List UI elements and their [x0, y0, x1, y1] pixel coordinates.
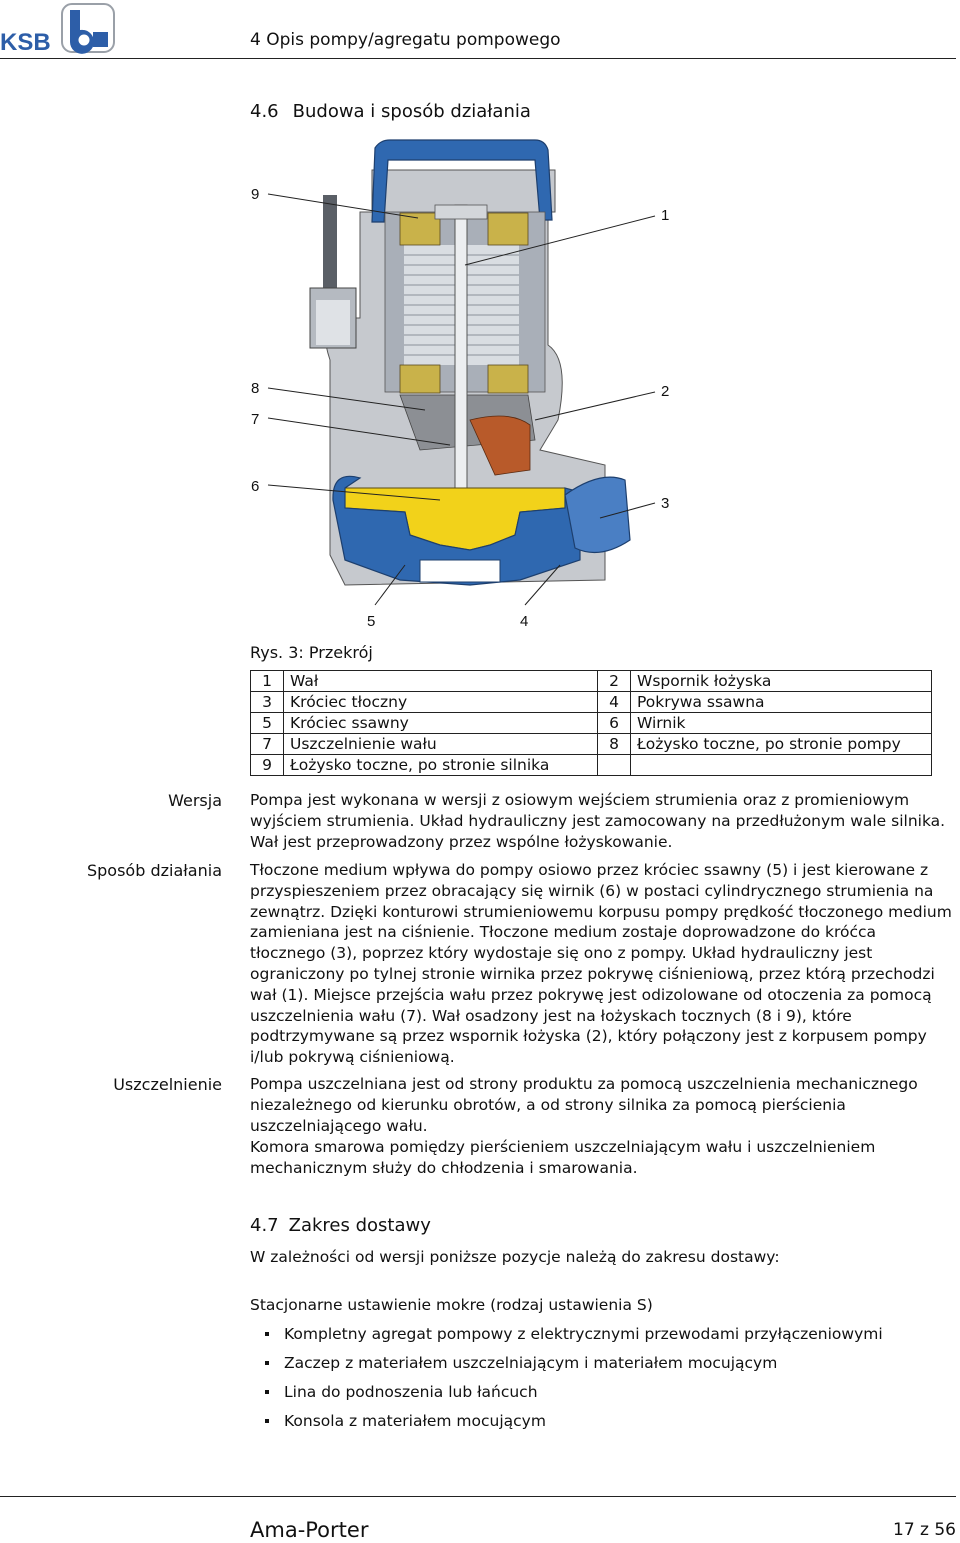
legend-number: 7 [251, 734, 284, 755]
table-row [251, 671, 932, 692]
header-title: 4 Opis pompy/agregatu pompowego [250, 30, 561, 50]
footer-divider [0, 1496, 956, 1497]
section-4-7-heading [250, 1215, 431, 1236]
callout-2: 2 [661, 383, 670, 400]
legend-number: 9 [251, 755, 284, 776]
footer-product-name: Ama-Porter [250, 1518, 369, 1542]
svg-text:KSB: KSB [0, 29, 51, 54]
legend-text: Króciec ssawny [284, 713, 598, 734]
paragraph-uszczelnienie-1: Pompa uszczelniana jest od strony produktu za pomocą uszczelnienia mechanicznego niezależnego od kierunku obrotów, a od strony silnika za pomocą pierścienia uszczelniającego wału. [250, 1075, 918, 1135]
legend-number: 2 [598, 671, 631, 692]
section-title: Budowa i sposób działania [292, 101, 531, 122]
figure-caption-text: Przekrój [308, 643, 373, 662]
legend-text: Łożysko toczne, po stronie silnika [284, 755, 598, 776]
pump-drawing [310, 140, 630, 585]
legend-text: Wał [284, 671, 598, 692]
legend-text: Wirnik [631, 713, 932, 734]
legend-number: 4 [598, 692, 631, 713]
callout-1: 1 [661, 207, 670, 224]
callout-6: 6 [251, 478, 260, 495]
legend-text: Łożysko toczne, po stronie pompy [631, 734, 932, 755]
legend-text [631, 755, 932, 776]
figure-caption-prefix: Rys. 3: [250, 643, 304, 662]
scope-intro-text: W zależności od wersji poniższe pozycje należą do zakresu dostawy: [250, 1248, 780, 1266]
side-label-sposob-dzialania: Sposób działania [86, 861, 222, 880]
scope-list [262, 1323, 883, 1439]
callout-3: 3 [661, 495, 670, 512]
table-row [251, 734, 932, 755]
legend-number: 8 [598, 734, 631, 755]
list-item: Zaczep z materiałem uszczelniającym i materiałem mocującym [262, 1352, 883, 1381]
section-title: Zakres dostawy [288, 1215, 431, 1236]
legend-number [598, 755, 631, 776]
side-label-uszczelnienie: Uszczelnienie [113, 1075, 222, 1094]
callout-7: 7 [251, 411, 260, 428]
callout-5: 5 [367, 613, 376, 630]
page-number: 17 z 56 [893, 1520, 956, 1540]
legend-number: 3 [251, 692, 284, 713]
legend-text: Wspornik łożyska [631, 671, 932, 692]
legend-number: 1 [251, 671, 284, 692]
scope-subheading: Stacjonarne ustawienie mokre (rodzaj ustawienia S) [250, 1296, 653, 1314]
table-row [251, 755, 932, 776]
legend-text: Uszczelnienie wału [284, 734, 598, 755]
callout-4: 4 [520, 613, 529, 630]
table-row [251, 692, 932, 713]
legend-number: 5 [251, 713, 284, 734]
callout-8: 8 [251, 380, 260, 397]
paragraph-sposob-dzialania: Tłoczone medium wpływa do pompy osiowo przez króciec ssawny (5) i jest kierowane z przyspieszeniem przez obracający się wirnik (6) w postaci cylindrycznego strumienia na zewnątrz. Dzięki konturowi strumieniowemu korpusu pompy prędkość tłoczonego medium zamieniana jest na ciśnienie. Tłoczone medium zostaje doprowadzone do króćca tłocznego (3), poprzez który wydostaje się ono z pompy. Układ hydrauliczny jest ograniczony po tylnej stronie wirnika przez pokrywę ciśnieniową, przez którą przechodzi wał (1). Miejsce przejścia wału przez pokrywę jest odizolowane od otoczenia za pomocą uszczelnienia wału (7). Wał osadzony jest na łożyskach tocznych (8 i 9), które podtrzymywane są przez wspornik łożyska (2), który połączony jest z korpusem pompy i/lub pokrywą ciśnieniową. [250, 861, 952, 1067]
legend-text: Króciec tłoczny [284, 692, 598, 713]
legend-text: Pokrywa ssawna [631, 692, 932, 713]
figure-caption [250, 643, 373, 662]
table-row [251, 713, 932, 734]
header-divider [0, 58, 956, 59]
section-4-6-heading [250, 101, 531, 122]
list-item: Konsola z materiałem mocującym [262, 1410, 883, 1439]
pump-cross-section-figure [230, 135, 930, 635]
ksb-logo [0, 2, 116, 54]
side-label-wersja: Wersja [168, 791, 222, 810]
paragraph-uszczelnienie-2: Komora smarowa pomiędzy pierścieniem uszczelniającym wału i uszczelnieniem mechanicznym służy do chłodzenia i smarowania. [250, 1138, 876, 1177]
legend-number: 6 [598, 713, 631, 734]
figure-legend-table [250, 670, 932, 776]
list-item: Lina do podnoszenia lub łańcuch [262, 1381, 883, 1410]
section-number: 4.6 [250, 101, 279, 122]
callout-9: 9 [251, 186, 260, 203]
paragraph-wersja: Pompa jest wykonana w wersji z osiowym wejściem strumienia oraz z promieniowym wyjściem strumienia. Układ hydrauliczny jest zamocowany na przedłużonym wale silnika. Wał jest przeprowadzony przez wspólne łożyskowanie. [250, 791, 946, 851]
list-item: Kompletny agregat pompowy z elektrycznymi przewodami przyłączeniowymi [262, 1323, 883, 1352]
section-number: 4.7 [250, 1215, 279, 1236]
